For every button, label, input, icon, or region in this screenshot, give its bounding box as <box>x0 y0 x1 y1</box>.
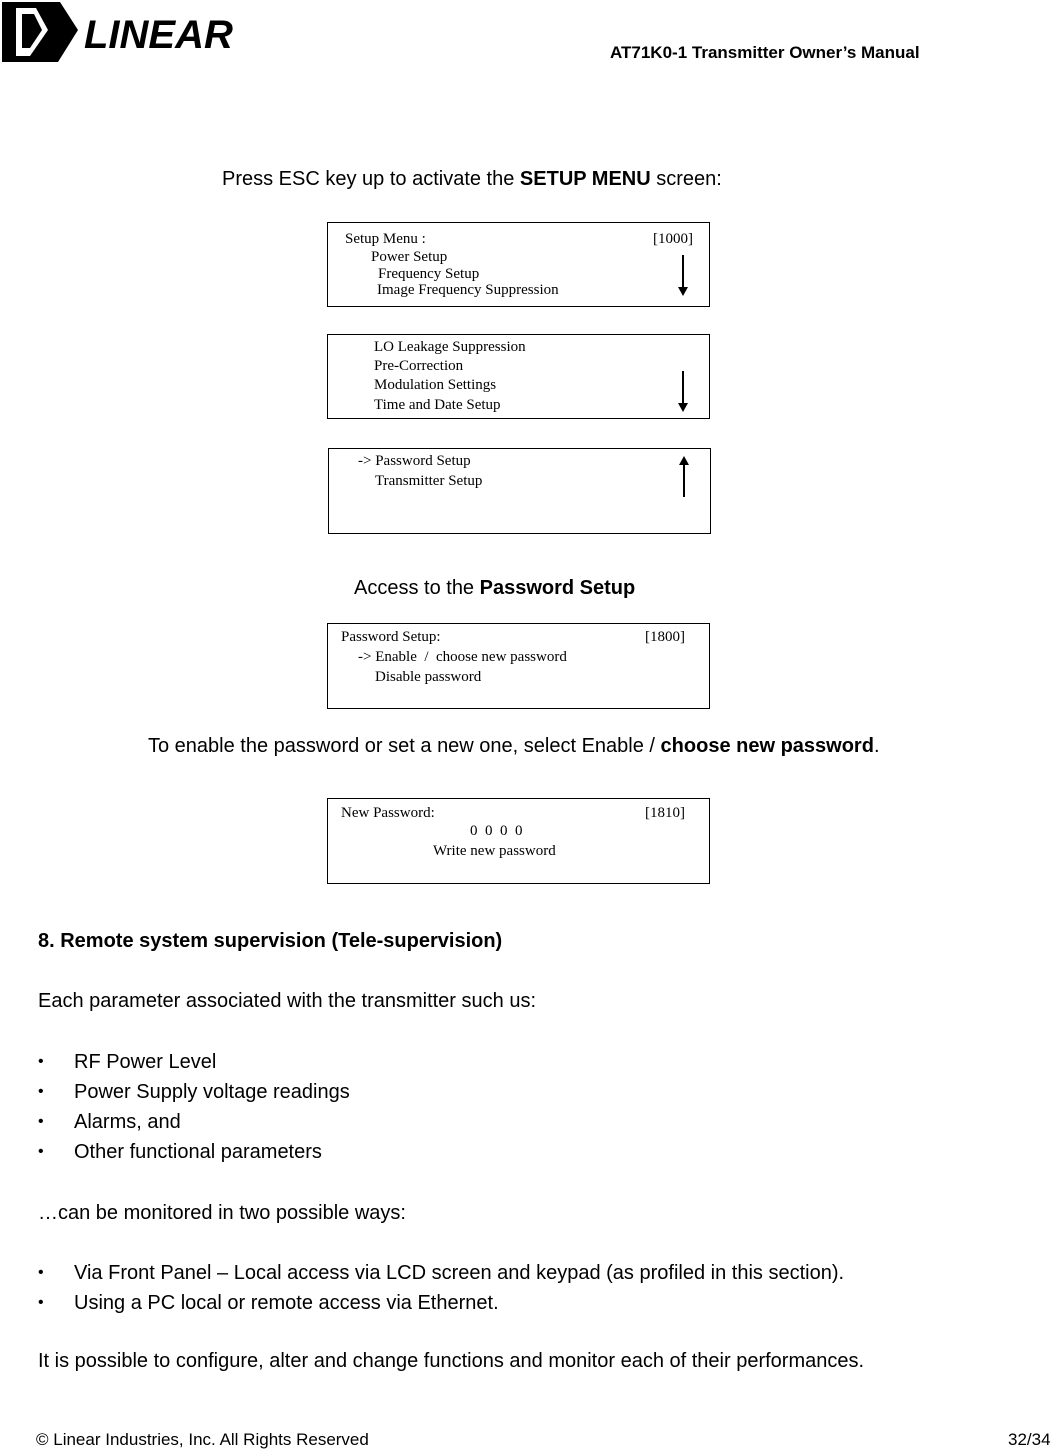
lcd-setup-menu-3 <box>328 448 711 534</box>
lcd-title: New Password: <box>341 805 435 821</box>
lcd-code: [1800] <box>645 629 685 645</box>
section-heading: 8. Remote system supervision (Tele-supervision) <box>38 930 503 952</box>
menu-item-disable-password: Disable password <box>375 669 482 685</box>
list-item: • RF Power Level <box>38 1047 350 1077</box>
intro-text: Press ESC key up to activate the SETUP MENU screen: <box>222 168 722 190</box>
menu-item-enable-password: -> Enable / choose new password <box>358 649 567 665</box>
menu-item-frequency-setup: Frequency Setup <box>378 266 480 282</box>
menu-item-power-setup: Power Setup <box>371 249 448 265</box>
svg-text:LINEAR: LINEAR <box>84 13 233 57</box>
list-item: • Alarms, and <box>38 1107 350 1137</box>
down-arrow-icon <box>676 371 690 413</box>
linear-logo <box>0 0 233 64</box>
ways-list <box>38 1258 844 1318</box>
menu-item-pre-correction: Pre-Correction <box>374 358 464 374</box>
footer-copyright: © Linear Industries, Inc. All Rights Reserved <box>36 1430 369 1449</box>
lcd-setup-menu-2 <box>327 334 710 419</box>
password-digits: 0 0 0 0 <box>470 823 523 839</box>
list-item: • Using a PC local or remote access via Ethernet. <box>38 1288 844 1318</box>
lcd-code: [1000] <box>653 231 693 247</box>
menu-item-image-frequency-suppression: Image Frequency Suppression <box>377 282 559 298</box>
menu-item-transmitter-setup: Transmitter Setup <box>375 473 483 489</box>
up-arrow-icon <box>677 455 691 497</box>
list-item: • Power Supply voltage readings <box>38 1077 350 1107</box>
menu-item-time-date-setup: Time and Date Setup <box>374 397 501 413</box>
lcd-code: [1810] <box>645 805 685 821</box>
menu-item-password-setup: -> Password Setup <box>358 453 471 469</box>
list-item: • Via Front Panel – Local access via LCD screen and keypad (as profiled in this section). <box>38 1258 844 1288</box>
password-hint: Write new password <box>433 843 556 859</box>
section-intro: Each parameter associated with the transmitter such us: <box>38 990 537 1012</box>
list-item: • Other functional parameters <box>38 1137 350 1167</box>
down-arrow-icon <box>676 255 690 297</box>
ways-intro: …can be monitored in two possible ways: <box>38 1202 406 1224</box>
lcd-password-setup <box>327 623 710 709</box>
access-text: Access to the Password Setup <box>354 577 636 599</box>
lcd-new-password <box>327 798 710 884</box>
menu-item-lo-leakage: LO Leakage Suppression <box>374 339 526 355</box>
page-number: 32/34 <box>1008 1430 1051 1449</box>
manual-title: AT71K0-1 Transmitter Owner’s Manual <box>610 43 920 62</box>
menu-item-modulation-settings: Modulation Settings <box>374 377 497 393</box>
lcd-title: Password Setup: <box>341 629 441 645</box>
closing-text: It is possible to configure, alter and change functions and monitor each of their performances. <box>38 1350 865 1372</box>
enable-instruction: To enable the password or set a new one, select Enable / choose new password. <box>148 735 880 757</box>
lcd-setup-menu-1 <box>327 222 710 307</box>
lcd-title: Setup Menu : <box>345 231 426 247</box>
parameter-list <box>38 1047 350 1167</box>
